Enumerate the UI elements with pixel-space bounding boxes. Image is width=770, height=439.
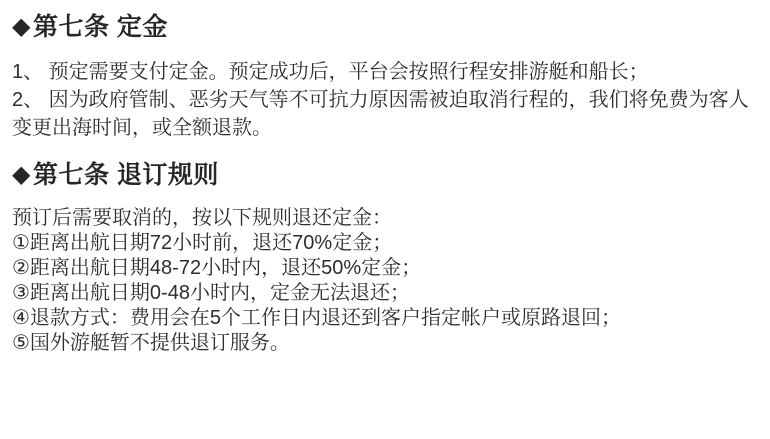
section-title-deposit	[12, 10, 758, 44]
section-title-cancellation	[12, 158, 758, 192]
diamond-bullet-icon: ◆	[12, 13, 31, 40]
cancellation-rule-line: ⑤国外游艇暂不提供退订服务。	[12, 332, 290, 354]
section-title-text: 第七条 定金	[32, 13, 168, 41]
cancellation-rule-intro: 预订后需要取消的，按以下规则退还定金：	[12, 207, 392, 229]
cancellation-rule-line: ①距离出航日期72小时前，退还70%定金；	[12, 232, 393, 254]
cancellation-rule-line: ③距离出航日期0-48小时内，定金无法退还；	[12, 282, 410, 304]
deposit-terms-paragraph	[12, 58, 760, 142]
deposit-term-line: 1、 预定需要支付定金。预定成功后，平台会按照行程安排游艇和船长；	[12, 61, 649, 83]
diamond-bullet-icon: ◆	[12, 161, 31, 188]
cancellation-rule-line: ②距离出航日期48-72小时内，退还50%定金；	[12, 257, 422, 279]
section-title-text: 第七条 退订规则	[32, 161, 219, 189]
deposit-term-line: 2、 因为政府管制、恶劣天气等不可抗力原因需被迫取消行程的，我们将免费为客人变更出海时间，或全额退款。	[12, 89, 749, 139]
cancellation-rule-line: ④退款方式：费用会在5个工作日内退还到客户指定帐户或原路退回；	[12, 307, 622, 329]
cancellation-rules-list	[12, 206, 760, 356]
